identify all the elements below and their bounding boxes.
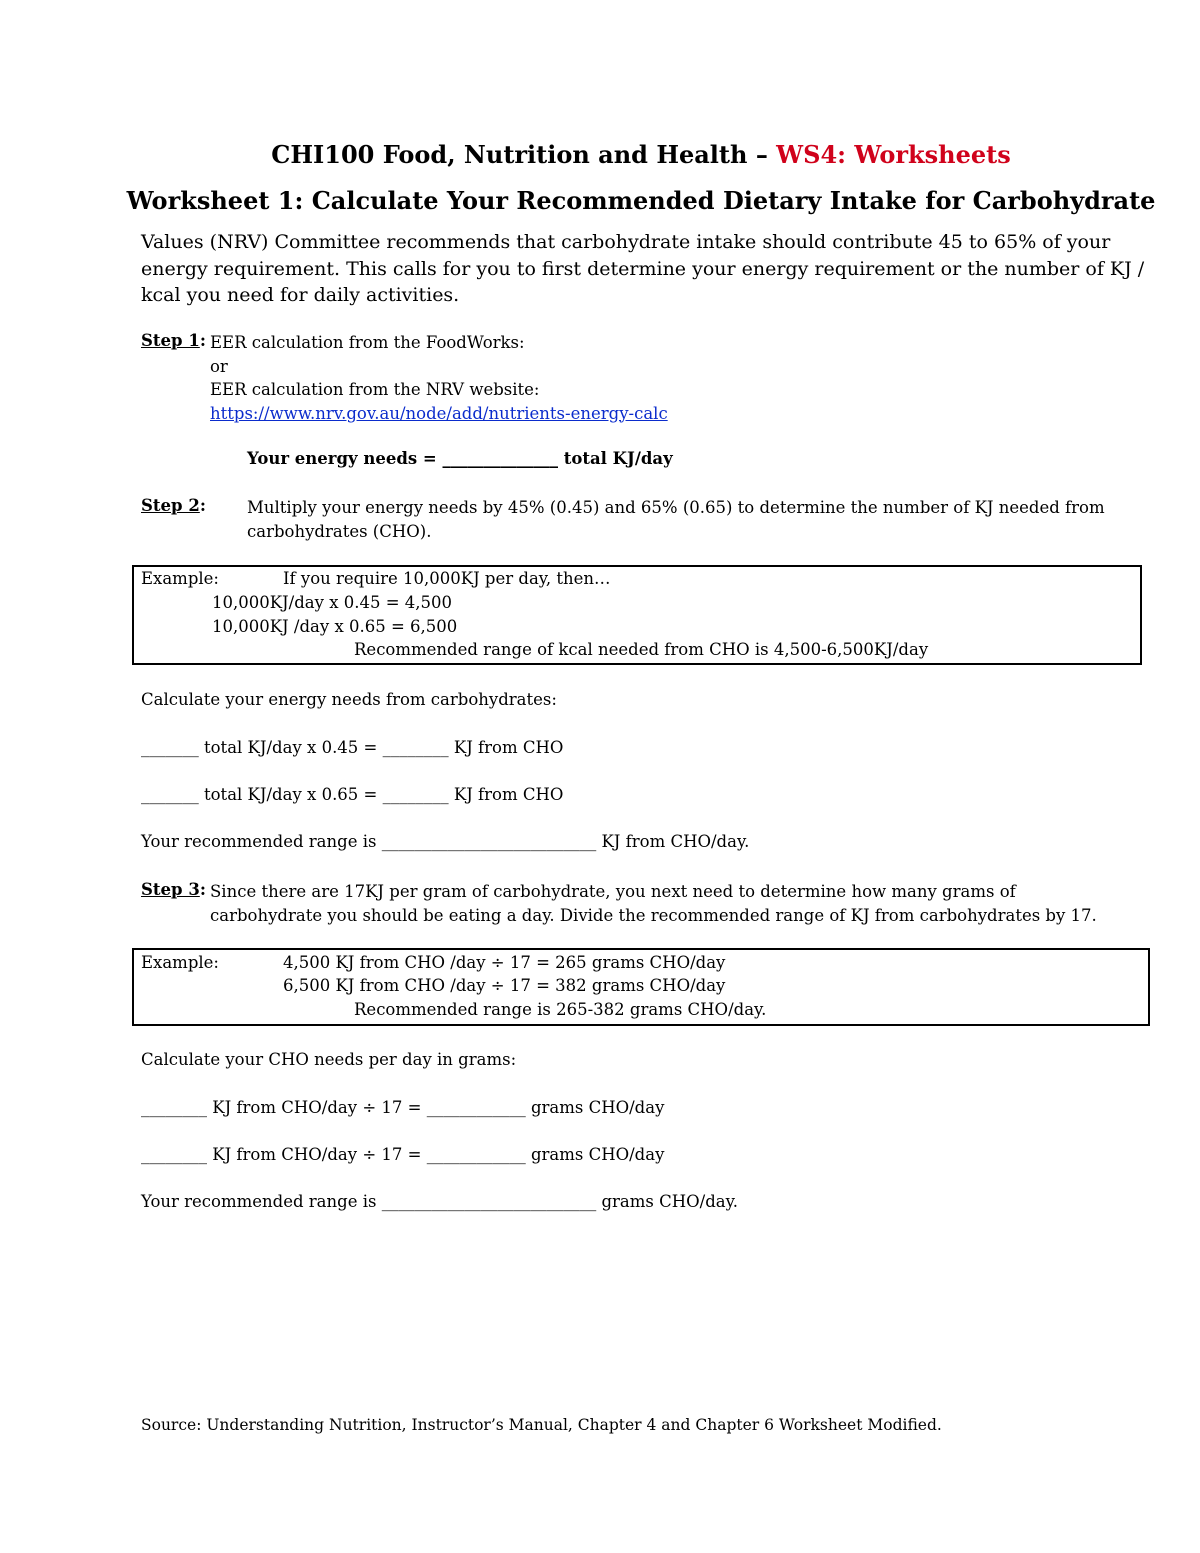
calc-energy-row: _______ total KJ/day x 0.45 = ________ KJ from CHO xyxy=(141,738,564,757)
step1-body xyxy=(210,331,668,425)
intro-line: Values (NRV) Committee recommends that carbohydrate intake should contribute 45 to 65% of your xyxy=(141,231,1111,253)
step3-text-line: carbohydrate you should be eating a day. Divide the recommended range of KJ from carbohydrates by 17. xyxy=(210,906,1097,925)
source-note: Source: Understanding Nutrition, Instructor’s Manual, Chapter 4 and Chapter 6 Worksheet Modified. xyxy=(141,1416,942,1434)
intro-line: kcal you need for daily activities. xyxy=(141,284,460,306)
calc-cho-heading: Calculate your CHO needs per day in grams: xyxy=(141,1050,517,1069)
step3-heading: Step 3: xyxy=(141,880,206,899)
title-highlight: WS4: Worksheets xyxy=(776,140,1011,169)
calc-cho-row: ________ KJ from CHO/day ÷ 17 = ____________ grams CHO/day xyxy=(141,1145,665,1164)
step3-label: Step 3 xyxy=(141,880,200,899)
step3-body xyxy=(210,880,1097,928)
example1-line: 10,000KJ /day x 0.65 = 6,500 xyxy=(212,617,458,636)
calc-energy-row: _______ total KJ/day x 0.65 = ________ KJ from CHO xyxy=(141,785,564,804)
step1-heading: Step 1: xyxy=(141,331,206,350)
step3-text-line: Since there are 17KJ per gram of carbohydrate, you next need to determine how many grams of xyxy=(210,882,1016,901)
calc-energy-range: Your recommended range is __________________________ KJ from CHO/day. xyxy=(141,832,750,851)
calc-cho-range: Your recommended range is __________________________ grams CHO/day. xyxy=(141,1192,738,1211)
step2-heading: Step 2: xyxy=(141,496,206,515)
example1-summary: Recommended range of kcal needed from CHO is 4,500-6,500KJ/day xyxy=(354,640,929,659)
example2-line: 6,500 KJ from CHO /day ÷ 17 = 382 grams CHO/day xyxy=(283,976,726,995)
step1-or: or xyxy=(210,356,228,376)
step2-text-line: carbohydrates (CHO). xyxy=(247,522,432,541)
example1-label: Example: xyxy=(141,569,219,588)
intro-line: energy requirement. This calls for you to first determine your energy requirement or the number of KJ / xyxy=(141,257,1145,280)
step2-text-line: Multiply your energy needs by 45% (0.45) and 65% (0.65) to determine the number of KJ needed from xyxy=(247,498,1105,517)
calc-cho-row: ________ KJ from CHO/day ÷ 17 = ____________ grams CHO/day xyxy=(141,1098,665,1117)
example1-line: 10,000KJ/day x 0.45 = 4,500 xyxy=(212,593,453,612)
example1-line: If you require 10,000KJ per day, then… xyxy=(283,569,611,588)
step2-body xyxy=(247,496,1105,544)
page-title xyxy=(0,140,1200,169)
example2-label: Example: xyxy=(141,953,219,972)
example2-summary: Recommended range is 265-382 grams CHO/day. xyxy=(354,1000,767,1019)
step1-label: Step 1 xyxy=(141,331,200,350)
energy-needs-line: Your energy needs = ______________ total KJ/day xyxy=(247,449,673,468)
worksheet-subtitle: Worksheet 1: Calculate Your Recommended Dietary Intake for Carbohydrate xyxy=(126,186,1156,215)
calc-energy-heading: Calculate your energy needs from carbohydrates: xyxy=(141,690,557,709)
title-main: CHI100 Food, Nutrition and Health – xyxy=(271,140,777,169)
nrv-calculator-link[interactable]: https://www.nrv.gov.au/node/add/nutrients-energy-calc xyxy=(210,403,668,423)
step1-foodworks: EER calculation from the FoodWorks: xyxy=(210,333,525,352)
intro-paragraph xyxy=(141,229,1144,309)
step2-label: Step 2 xyxy=(141,496,200,515)
step1-nrv: EER calculation from the NRV website: xyxy=(210,380,540,399)
example2-line: 4,500 KJ from CHO /day ÷ 17 = 265 grams CHO/day xyxy=(283,953,726,972)
